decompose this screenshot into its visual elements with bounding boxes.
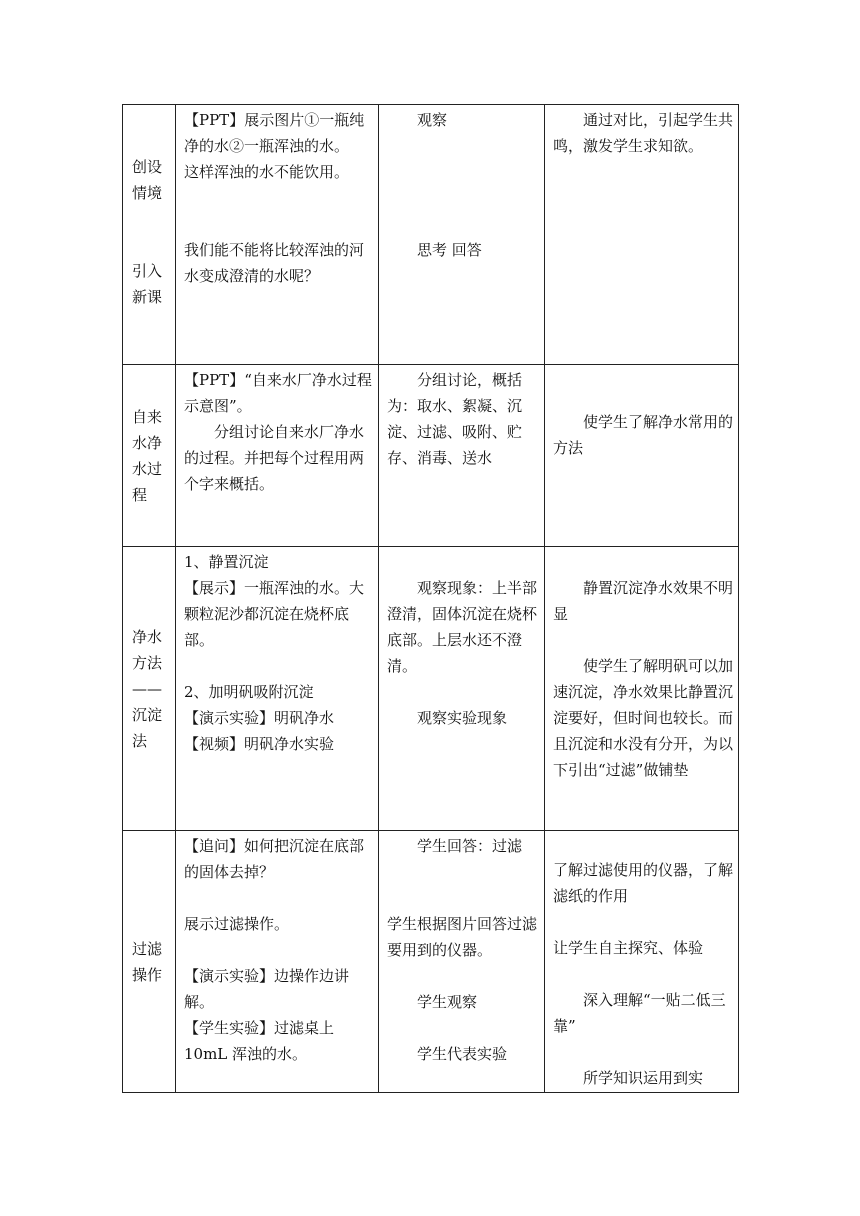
stage-label: 过滤操作: [132, 939, 163, 984]
teacher-text: 我们能不能将比较浑浊的河水变成澄清的水呢？: [184, 241, 365, 285]
student-text: 观察: [417, 111, 448, 129]
teacher-text: 分组讨论自来水厂净水的过程。并把每个过程用两个字来概括。: [184, 423, 365, 493]
table-row: [123, 105, 739, 365]
student-text: 学生观察: [417, 993, 478, 1011]
stage-label: 净水方法——沉淀法: [132, 627, 163, 750]
student-text: 学生代表实验: [417, 1045, 508, 1063]
stage-label: 自来水净水过程: [132, 407, 163, 504]
stage-label: 创设情境: [132, 157, 163, 202]
intent-cell: [545, 831, 739, 1093]
stage-cell: [123, 547, 176, 831]
intent-cell: [545, 547, 739, 831]
student-cell: [379, 831, 545, 1093]
teacher-text: 展示过滤操作。: [184, 915, 290, 933]
student-cell: [379, 547, 545, 831]
teacher-text: 【PPT】展示图片①一瓶纯净的水②一瓶浑浊的水。: [184, 111, 365, 155]
intent-text: 通过对比，引起学生共鸣，激发学生求知欲。: [553, 111, 734, 155]
table-row: [123, 547, 739, 831]
intent-cell: [545, 105, 739, 365]
student-cell: [379, 365, 545, 547]
intent-text: 静置沉淀净水效果不明显: [553, 579, 734, 623]
student-text: 观察实验现象: [417, 709, 508, 727]
student-text: 学生回答：过滤: [417, 837, 523, 855]
student-text: 分组讨论，概括为：取水、絮凝、沉淀、过滤、吸附、贮存、消毒、送水: [387, 371, 523, 467]
intent-text: 深入理解“一贴二低三靠”: [553, 991, 726, 1035]
lesson-plan-table: [122, 104, 739, 1093]
intent-cell: [545, 365, 739, 547]
intent-text: 使学生了解净水常用的方法: [553, 413, 734, 457]
teacher-text: 2、加明矾吸附沉淀: [184, 683, 314, 701]
student-text: 观察现象：上半部澄清，固体沉淀在烧杯底部。上层水还不澄清。: [387, 579, 538, 675]
student-text: 思考 回答: [417, 241, 482, 259]
teacher-text: 【追问】如何把沉淀在底部的固体去掉？: [184, 837, 365, 881]
teacher-text: 【学生实验】过滤桌上10mL 浑浊的水。: [184, 1019, 335, 1063]
intent-text: 让学生自主探究、体验: [553, 939, 704, 957]
intent-text: 所学知识运用到实: [583, 1069, 704, 1087]
stage-cell: [123, 365, 176, 547]
teacher-cell: [176, 105, 379, 365]
stage-label: 引入新课: [132, 261, 163, 306]
table-row: [123, 365, 739, 547]
table-row: [123, 831, 739, 1093]
teacher-text: 1、静置沉淀: [184, 553, 269, 571]
intent-text: 了解过滤使用的仪器，了解滤纸的作用: [553, 861, 734, 905]
student-cell: [379, 105, 545, 365]
teacher-cell: [176, 365, 379, 547]
intent-text: 使学生了解明矾可以加速沉淀，净水效果比静置沉淀要好，但时间也较长。而且沉淀和水没有分开，为以下引出“过滤”做铺垫: [553, 657, 734, 779]
teacher-text: 【视频】明矾净水实验: [184, 735, 335, 753]
teacher-text: 【演示实验】边操作边讲解。: [184, 967, 350, 1011]
teacher-text: 【PPT】“自来水厂净水过程示意图”。: [184, 371, 372, 415]
student-text: 学生根据图片回答过滤要用到的仪器。: [387, 915, 538, 959]
teacher-text: 【展示】一瓶浑浊的水。大颗粒泥沙都沉淀在烧杯底部。: [184, 579, 365, 649]
stage-cell: [123, 831, 176, 1093]
teacher-cell: [176, 831, 379, 1093]
teacher-text: 【演示实验】明矾净水: [184, 709, 335, 727]
stage-cell: [123, 105, 176, 365]
teacher-text: 这样浑浊的水不能饮用。: [184, 163, 350, 181]
teacher-cell: [176, 547, 379, 831]
